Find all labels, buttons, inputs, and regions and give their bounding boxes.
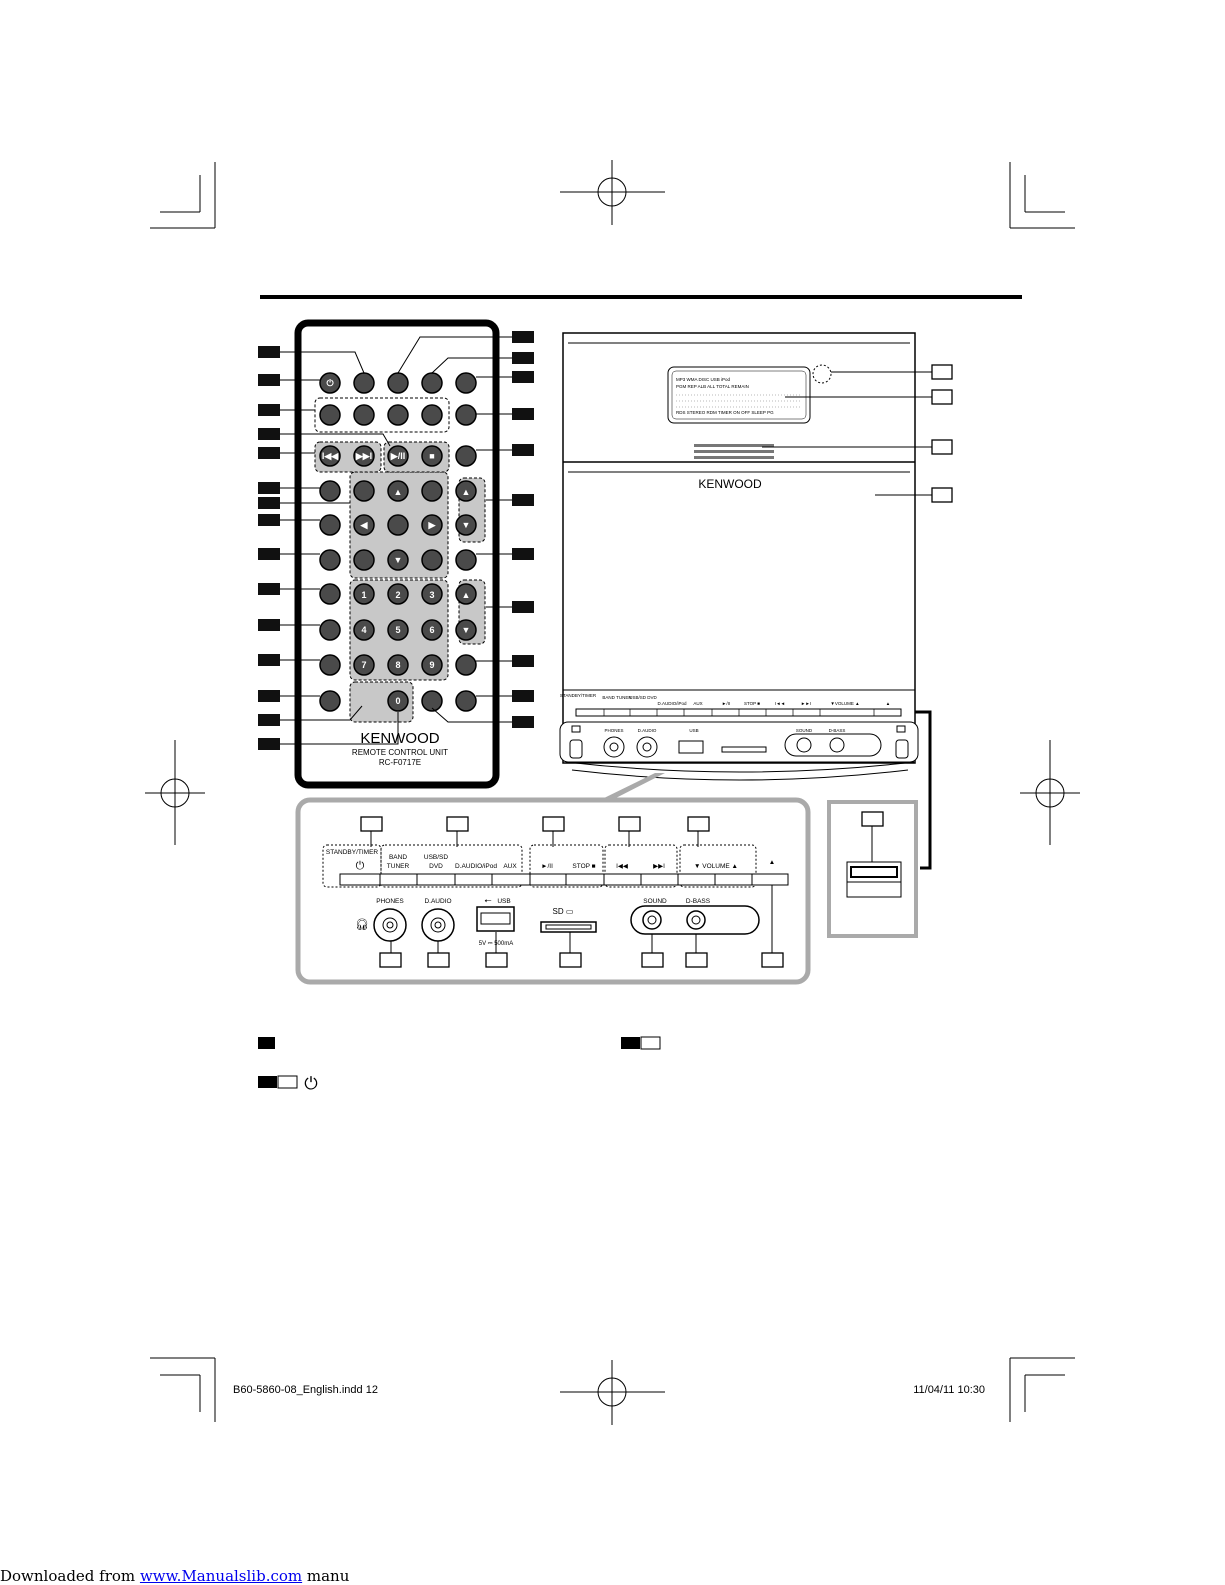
main-unit-brand: KENWOOD [698,477,762,491]
headphone-icon: 🎧︎ [355,919,369,931]
remote-unit-label: REMOTE CONTROL UNIT [351,748,449,757]
svg-text:I◀◀: I◀◀ [616,863,628,870]
svg-text:I◄◄: I◄◄ [774,701,786,706]
svg-text:▶: ▶ [428,520,436,530]
main-unit-callouts [932,365,952,502]
remote-model: RC-F0717E [378,758,422,767]
svg-text:▲: ▲ [393,487,403,497]
svg-text:▲: ▲ [461,487,471,497]
svg-text:PHONES: PHONES [604,728,624,733]
remote-brand: KENWOOD [360,730,440,747]
svg-text:8: 8 [395,660,401,670]
svg-text:▼: ▼ [461,520,471,530]
svg-text:SOUND: SOUND [795,728,813,733]
main-unit [560,333,918,780]
svg-text:▲: ▲ [461,590,471,600]
power-icon: ⏻ [304,1074,318,1094]
svg-text:◀: ◀ [360,520,368,530]
svg-text:PHONES: PHONES [376,898,404,905]
svg-text:I◀◀: I◀◀ [321,451,339,461]
footer-date: 11/04/11 10:30 [913,1384,985,1396]
svg-text:9: 9 [429,660,435,670]
svg-text:2: 2 [395,590,401,600]
registration-mark-icon [145,740,205,845]
registration-mark-icon [560,1360,665,1425]
svg-text:3: 3 [429,590,435,600]
downloaded-from [0,1567,349,1585]
svg-text:D.AUDIO/iPod: D.AUDIO/iPod [657,701,687,706]
svg-text:7: 7 [361,660,367,670]
svg-text:STOP ■: STOP ■ [743,701,761,706]
svg-text:D.AUDIO/iPod: D.AUDIO/iPod [455,863,497,870]
header-rule [260,295,1022,299]
footer-suffix: manu [302,1567,350,1585]
svg-text:6: 6 [429,625,435,635]
svg-text:▶/II: ▶/II [390,451,406,461]
svg-text:►/II: ►/II [721,701,731,706]
svg-text:5: 5 [395,625,401,635]
svg-text:STOP ■: STOP ■ [572,863,596,870]
svg-text:▲: ▲ [885,701,891,706]
svg-text:▶▶I: ▶▶I [653,863,665,870]
svg-text:▼: ▼ [393,555,403,565]
svg-text:PGM REP ALB ALL TOTAL REMAIN: PGM REP ALB ALL TOTAL REMAIN [676,384,749,389]
svg-text:AUX: AUX [503,863,517,870]
svg-text:▼: ▼ [461,625,471,635]
svg-text:TUNER: TUNER [386,863,410,870]
svg-text:MP3 WMA DISC USB: MP3 WMA DISC USB iPod [676,377,731,382]
svg-text:0: 0 [395,696,401,706]
svg-text:▼ VOLUME ▲: ▼ VOLUME ▲ [694,863,738,870]
remote-callouts-right [512,331,534,728]
usb-icon: ⭠ [484,895,492,905]
svg-text:DVD: DVD [429,863,443,870]
svg-text:►►I: ►►I [800,701,812,706]
svg-text:D-BASS: D-BASS [828,728,846,733]
svg-text:BAND TUNER: BAND TUNER [602,695,632,700]
svg-text:USB/SD DVD: USB/SD DVD [629,695,657,700]
power-icon: ⏻ [326,378,334,388]
registration-mark-icon [1020,740,1080,845]
svg-text:4: 4 [361,625,367,635]
registration-mark-icon [560,160,665,225]
svg-text:AUX: AUX [693,701,703,706]
svg-text:SOUND: SOUND [643,898,667,905]
remote-control [298,323,496,785]
footer-file: B60-5860-08_English.indd 12 [233,1384,378,1396]
svg-text:STANDBY/TIMER: STANDBY/TIMER [325,849,379,856]
downloaded-prefix: Downloaded from [0,1567,136,1585]
power-icon: ⏻ [355,860,365,872]
svg-text:5V ⎓ 500mA: 5V ⎓ 500mA [478,941,514,947]
svg-text:▼VOLUME ▲: ▼VOLUME ▲ [830,701,860,706]
svg-text:D-BASS: D-BASS [685,898,711,905]
svg-text:BAND: BAND [388,854,408,861]
svg-text:RDS STEREO RDM TIME: RDS STEREO RDM TIMER ON OFF SLEEP PG [676,410,774,415]
svg-text:►/II: ►/II [541,863,553,870]
svg-text:USB: USB [689,728,699,733]
svg-text:USB/SD: USB/SD [423,854,449,861]
svg-text:1: 1 [361,590,367,600]
svg-text:▲: ▲ [768,859,776,866]
svg-text:USB: USB [497,898,511,905]
remote-callouts-left [258,346,280,750]
manualslib-link[interactable]: www.Manualslib.com [139,1567,303,1585]
svg-text:▶▶I: ▶▶I [355,451,373,461]
svg-text:■: ■ [429,451,435,461]
svg-text:D.AUDIO: D.AUDIO [637,728,657,733]
sd-card-icon: SD ▭ [552,907,574,916]
svg-text:D.AUDIO: D.AUDIO [424,898,452,905]
svg-text:STANDBY/TIMER: STANDBY/TIMER [559,693,597,698]
